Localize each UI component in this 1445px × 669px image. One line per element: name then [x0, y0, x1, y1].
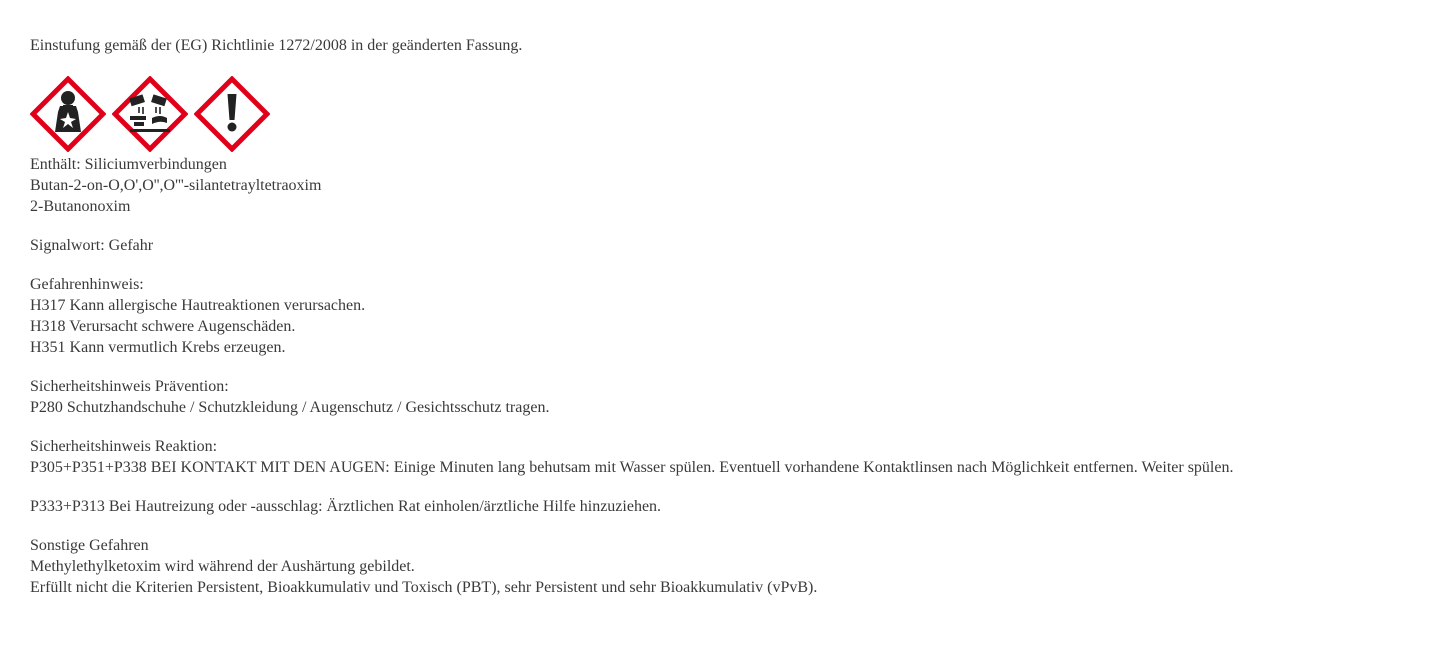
other-hazards-heading: Sonstige Gefahren: [30, 537, 149, 554]
hazard-statements-section: [30, 274, 1430, 358]
other-hazard-item: Erfüllt nicht die Kriterien Persistent, Bioakkumulativ und Toxisch (PBT), sehr Persistent und sehr Bioakkumulativ (vPvB).: [30, 579, 818, 596]
hazard-statement: H318 Verursacht schwere Augenschäden.: [30, 318, 296, 335]
health-hazard-icon: [30, 76, 106, 152]
corrosion-icon: [112, 76, 188, 152]
precaution-statement: P333+P313 Bei Hautreizung oder -ausschlag: Ärztlichen Rat einholen/ärztliche Hilfe hinzuziehen.: [30, 498, 662, 515]
other-hazards-section: [30, 535, 1430, 598]
precaution-response-section: [30, 436, 1430, 478]
contains-item: 2-Butanonoxim: [30, 198, 131, 215]
signal-word-section: [30, 235, 1430, 256]
precaution-statement: P305+P351+P338 BEI KONTAKT MIT DEN AUGEN: Einige Minuten lang behutsam mit Wasser spülen. Eventuell vorhandene Kontaktlinsen nach Möglichkeit entfernen. Weiter spülen.: [30, 459, 1234, 476]
hazard-statement: H351 Kann vermutlich Krebs erzeugen.: [30, 339, 286, 356]
precaution-prevention-heading: Sicherheitshinweis Prävention:: [30, 378, 229, 395]
hazard-statements-heading: Gefahrenhinweis:: [30, 276, 144, 293]
signal-word: Signalwort: Gefahr: [30, 237, 154, 254]
exclamation-mark-icon: [194, 76, 270, 152]
hazard-statement: H317 Kann allergische Hautreaktionen verursachen.: [30, 297, 366, 314]
precaution-response-heading: Sicherheitshinweis Reaktion:: [30, 438, 218, 455]
classification-intro: Einstufung gemäß der (EG) Richtlinie 1272/2008 in der geänderten Fassung.: [30, 37, 523, 54]
ghs-pictograms: [30, 76, 1430, 154]
contains-section: [30, 154, 1430, 217]
precaution-skin-section: [30, 496, 1430, 517]
other-hazard-item: Methylethylketoxim wird während der Aushärtung gebildet.: [30, 558, 415, 575]
safety-classification: [30, 35, 1430, 598]
precaution-statement: P280 Schutzhandschuhe / Schutzkleidung / Augenschutz / Gesichtsschutz tragen.: [30, 399, 550, 416]
contains-label: Enthält: Siliciumverbindungen: [30, 156, 227, 173]
precaution-prevention-section: [30, 376, 1430, 418]
contains-item: Butan-2-on-O,O',O'',O'''-silantetrayltetraoxim: [30, 177, 322, 194]
